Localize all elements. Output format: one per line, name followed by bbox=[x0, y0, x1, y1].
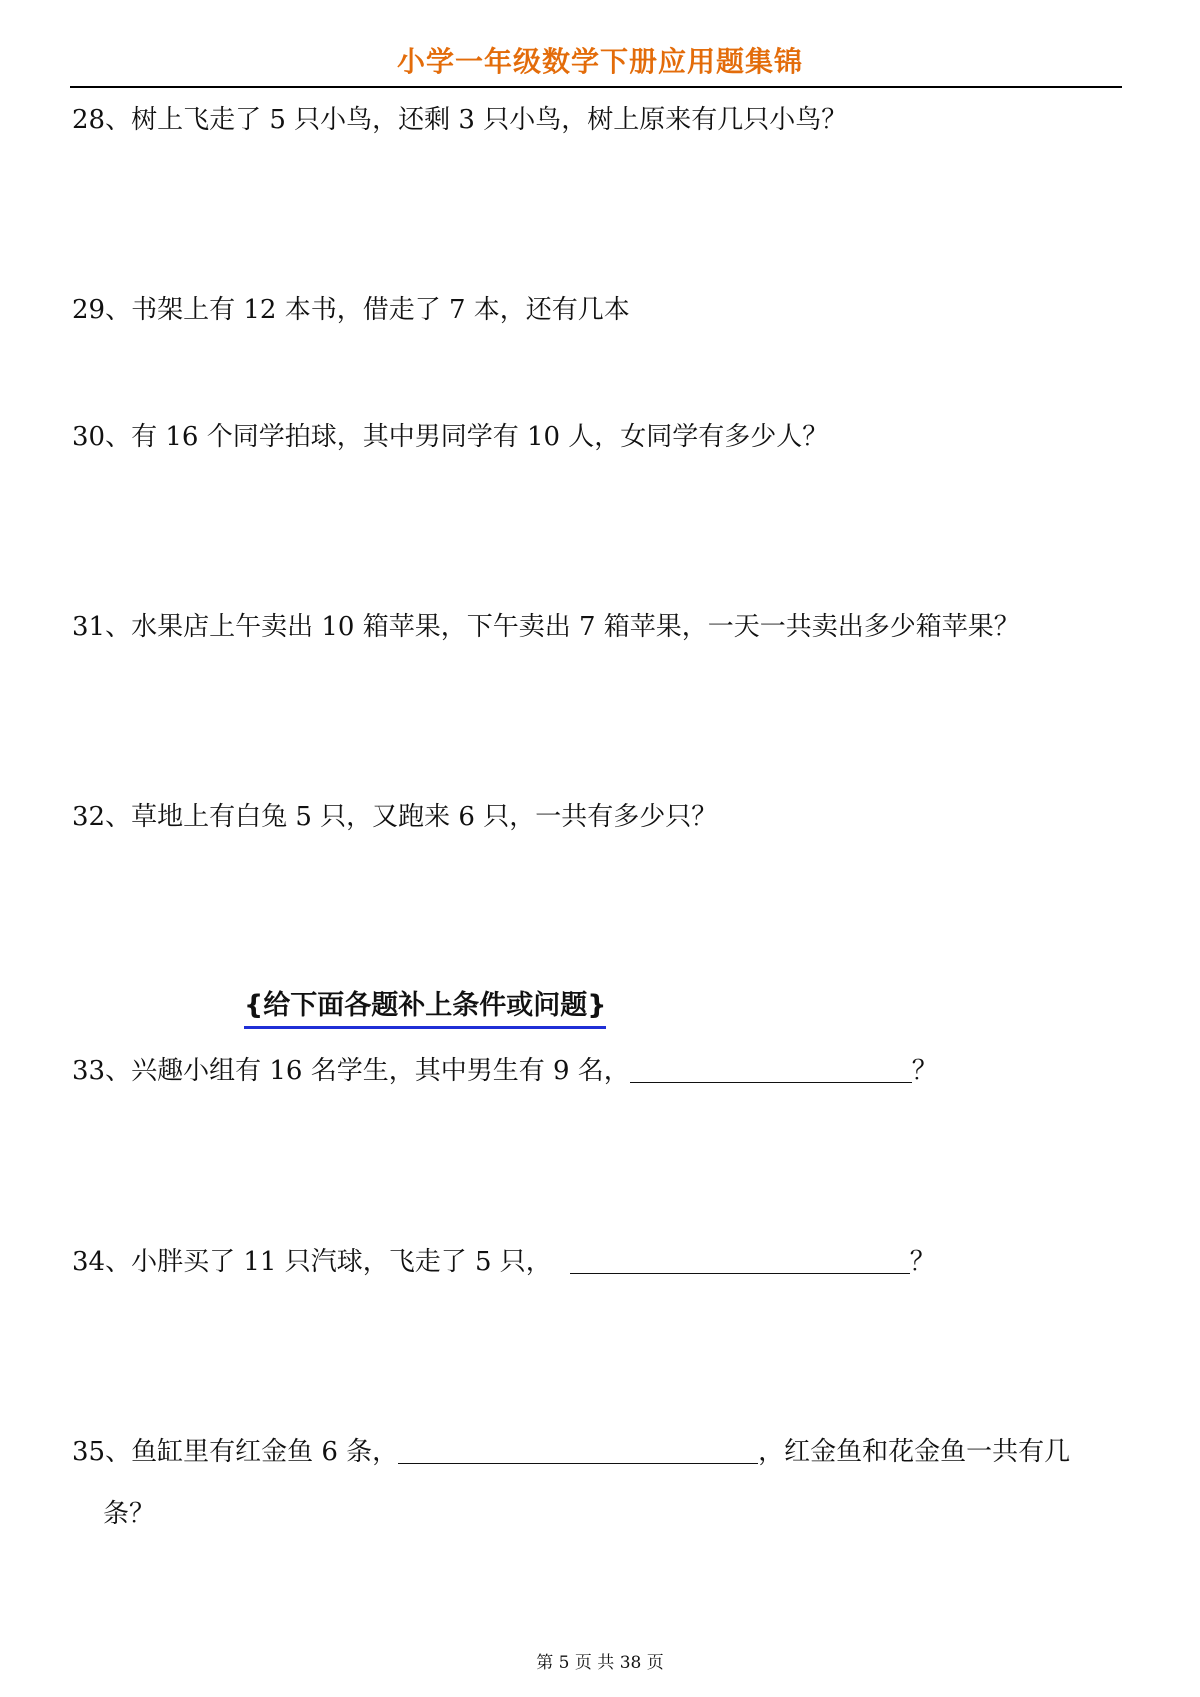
question-30: 30、有 16 个同学拍球，其中男同学有 10 人，女同学有多少人？ bbox=[72, 422, 829, 452]
question-32: 32、草地上有白兔 5 只，又跑来 6 只，一共有多少只？ bbox=[72, 802, 718, 832]
question-34-end: ？ bbox=[909, 1247, 936, 1277]
question-33-text: 33、兴趣小组有 16 名学生，其中男生有 9 名， bbox=[72, 1056, 630, 1086]
section-heading: {给下面各题补上条件或问题} bbox=[244, 988, 606, 1029]
question-35-end: ，红金鱼和花金鱼一共有几 bbox=[758, 1437, 1071, 1467]
question-35-text: 35、鱼缸里有红金鱼 6 条， bbox=[72, 1437, 399, 1467]
question-28: 28、树上飞走了 5 只小鸟，还剩 3 只小鸟，树上原来有几只小鸟？ bbox=[72, 105, 848, 135]
answer-blank-34[interactable] bbox=[570, 1247, 910, 1274]
question-34 bbox=[72, 1245, 936, 1279]
question-31: 31、水果店上午卖出 10 箱苹果，下午卖出 7 箱苹果，一天一共卖出多少箱苹果？ bbox=[72, 612, 1020, 642]
question-34-text: 34、小胖买了 11 只汽球，飞走了 5 只， bbox=[72, 1247, 552, 1277]
question-35 bbox=[72, 1435, 1070, 1469]
question-33-end: ？ bbox=[911, 1056, 938, 1086]
page-number: 第 5 页 共 38 页 bbox=[536, 1653, 664, 1673]
answer-blank-33[interactable] bbox=[630, 1056, 912, 1083]
document-title: 小学一年级数学下册应用题集锦 bbox=[396, 45, 803, 78]
question-29: 29、书架上有 12 本书，借走了 7 本，还有几本 bbox=[72, 295, 630, 325]
question-33 bbox=[72, 1054, 938, 1088]
answer-blank-35[interactable] bbox=[398, 1437, 758, 1464]
question-35-continuation: 条？ bbox=[103, 1499, 156, 1529]
header-divider bbox=[70, 86, 1122, 88]
